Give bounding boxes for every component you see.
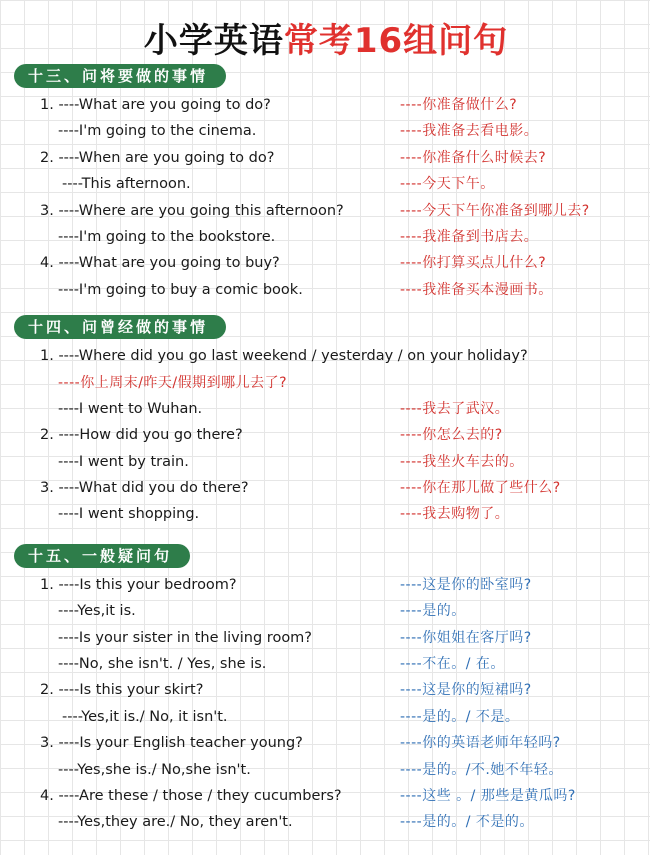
chinese-translation: ----你怎么去的? (400, 427, 503, 444)
qa-row (14, 422, 638, 448)
english-question: 1. ----What are you going to do? (40, 97, 271, 113)
title-part-2: 常考16组问句 (283, 21, 509, 61)
english-question: 2. ----How did you go there? (40, 427, 243, 444)
chinese-translation: ----你的英语老师年轻吗? (400, 735, 561, 752)
qa-row (14, 198, 638, 224)
qa-row (14, 370, 638, 396)
english-answer: ----Yes,it is./ No, it isn't. (62, 708, 228, 725)
english-answer: ----I went to Wuhan. (58, 400, 203, 417)
chinese-translation: ----是的。 (400, 603, 466, 620)
english-question: 4. ----Are these / those / they cucumbers? (40, 787, 342, 804)
section-15 (14, 544, 638, 836)
english-question: 3. ----Where are you going this afternoon? (40, 202, 344, 219)
chinese-translation: ----你上周末/昨天/假期到哪儿去了? (58, 374, 288, 391)
qa-row (14, 677, 638, 703)
qa-row (14, 118, 638, 144)
chinese-translation: ----我准备去看电影。 (400, 123, 539, 140)
chinese-translation: ----你在那儿做了些什么? (400, 480, 561, 497)
english-question: 3. ----What did you do there? (40, 480, 249, 497)
chinese-translation: ----今天下午你准备到哪儿去? (400, 202, 590, 219)
english-answer: ----I'm going to the bookstore. (58, 228, 276, 245)
qa-row (14, 171, 638, 197)
qa-row (14, 783, 638, 809)
english-answer: ----I went by train. (58, 453, 189, 470)
english-question: ----Is your sister in the living room? (58, 629, 313, 646)
english-answer: ----Yes,they are./ No, they aren't. (58, 814, 293, 831)
english-question: 2. ----Is this your skirt? (40, 682, 204, 699)
qa-row (14, 501, 638, 527)
english-answer: ----I'm going to buy a comic book. (58, 281, 303, 298)
chinese-translation: ----这些 。/ 那些是黄瓜吗? (400, 787, 576, 804)
english-question: 1. ----Is this your bedroom? (40, 576, 237, 593)
chinese-translation: ----是的。/不.她不年轻。 (400, 761, 563, 778)
english-answer: ----This afternoon. (62, 176, 191, 193)
qa-row (14, 145, 638, 171)
qa-row (14, 92, 638, 118)
english-question: 1. ----Where did you go last weekend / yesterday / on your holiday? (40, 348, 528, 365)
qa-row (14, 449, 638, 475)
chinese-translation: ----今天下午。 (400, 176, 495, 193)
chinese-translation: ----我坐火车去的。 (400, 453, 524, 470)
english-question: 2. ----When are you going to do? (40, 149, 275, 166)
english-answer: ----I'm going to the cinema. (58, 123, 257, 140)
qa-row (14, 730, 638, 756)
chinese-translation: ----你准备做什么? (400, 97, 518, 113)
qa-row (14, 396, 638, 422)
english-answer: ----I went shopping. (58, 506, 200, 523)
section-heading: 十三、问将要做的事情 (14, 64, 226, 88)
english-answer: ----No, she isn't. / Yes, she is. (58, 656, 267, 673)
section-13 (14, 64, 638, 303)
section-14 (14, 315, 638, 528)
qa-row (14, 475, 638, 501)
chinese-translation: ----你打算买点儿什么? (400, 255, 547, 272)
qa-row (14, 651, 638, 677)
chinese-translation: ----这是你的短裙吗? (400, 682, 532, 699)
qa-row (14, 277, 638, 303)
qa-row (14, 598, 638, 624)
qa-row (14, 625, 638, 651)
chinese-translation: ----是的。/ 不是。 (400, 708, 520, 725)
chinese-translation: ----是的。/ 不是的。 (400, 814, 534, 831)
chinese-translation: ----这是你的卧室吗? (400, 576, 532, 593)
section-heading: 十四、问曾经做的事情 (14, 315, 226, 339)
title-part-1: 小学英语 (143, 21, 284, 61)
qa-row (14, 704, 638, 730)
qa-row (14, 224, 638, 250)
english-question: 4. ----What are you going to buy? (40, 255, 280, 272)
chinese-translation: ----我去了武汉。 (400, 400, 510, 417)
chinese-translation: ----你准备什么时候去? (400, 149, 547, 166)
english-answer: ----Yes,it is. (58, 603, 136, 620)
chinese-translation: ----我准备买本漫画书。 (400, 281, 553, 298)
chinese-translation: ----我去购物了。 (400, 506, 510, 523)
qa-row (14, 809, 638, 835)
qa-row (14, 572, 638, 598)
page-title (14, 0, 638, 61)
qa-row (14, 757, 638, 783)
qa-row (14, 343, 638, 369)
english-question: 3. ----Is your English teacher young? (40, 735, 303, 752)
english-answer: ----Yes,she is./ No,she isn't. (58, 761, 251, 778)
chinese-translation: ----不在。/ 在。 (400, 656, 505, 673)
chinese-translation: ----你姐姐在客厅吗? (400, 629, 532, 646)
section-heading: 十五、一般疑问句 (14, 544, 190, 568)
chinese-translation: ----我准备到书店去。 (400, 228, 539, 245)
qa-row (14, 250, 638, 276)
